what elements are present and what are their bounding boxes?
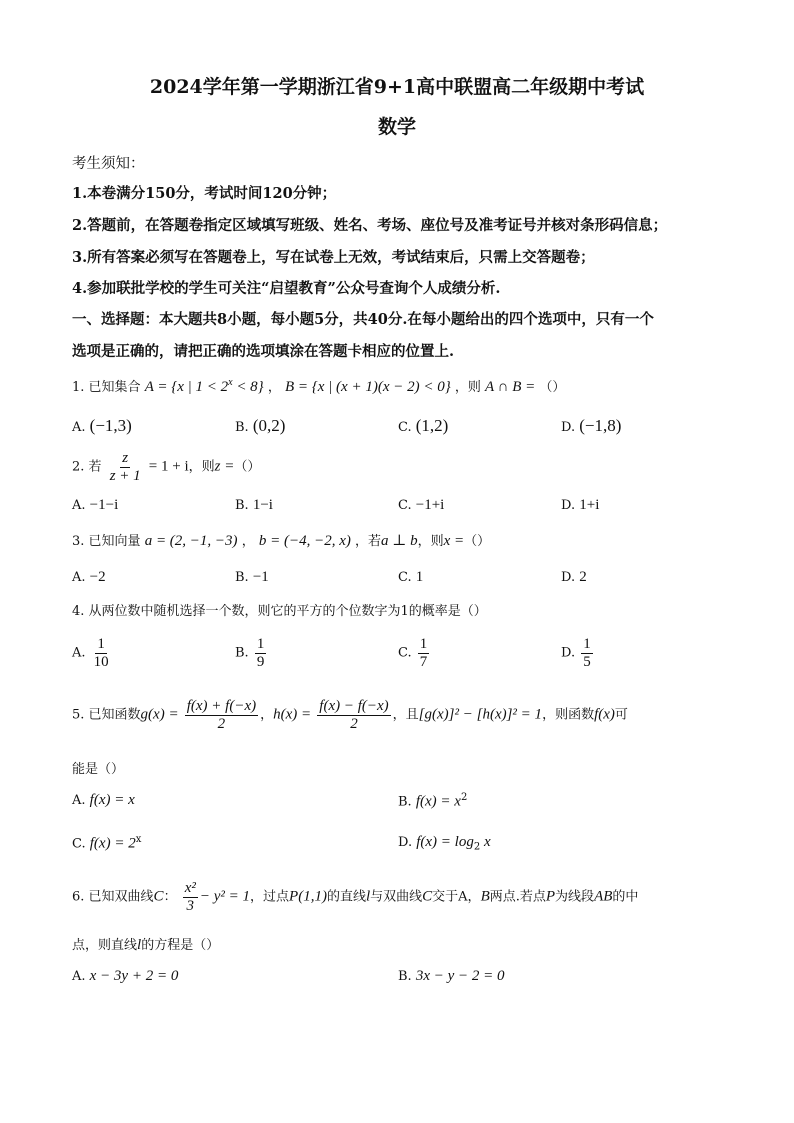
question-3-stem: 3. 已知向量 a = (2, −1, −3) ， b = (−4, −2, x) ，若a ⊥ b，则x =（） bbox=[72, 533, 491, 549]
g-fraction: $\frac{f(x) + f(-x)}{2}$ bbox=[186, 698, 257, 732]
question-5-option-d: D. $f(x) = \log_2 x$ bbox=[398, 834, 491, 853]
question-4-option-a: A. $\frac{1}{10}$ bbox=[72, 636, 109, 670]
point-p: P(1,1) bbox=[289, 888, 327, 905]
h-fraction: $\frac{f(x) - f(-x)}{2}$ bbox=[319, 698, 389, 732]
set-a: A = {x | $1 < 2^x < 8$} bbox=[144, 377, 264, 395]
question-3-option-a: A. −2 bbox=[72, 569, 106, 585]
question-5-option-a: A. f(x) = x bbox=[72, 792, 135, 808]
intersection-expr: A ∩ B = bbox=[485, 379, 536, 395]
identity-condition: [g(x)]² − [h(x)]² = 1 bbox=[418, 706, 543, 723]
vector-b: b = (−4, −2, x) bbox=[258, 533, 351, 549]
question-1-option-d: D. (−1,8) bbox=[561, 416, 622, 435]
question-3-option-c: C. 1 bbox=[398, 569, 424, 585]
question-4-option-d: D. $\frac{1}{5}$ bbox=[561, 636, 591, 670]
question-6-stem: 6. 已知双曲线C： $\frac{\text{x²}}{3}$ − y² = 1，过点P(1,1)的直线l与双曲线C交于A，B两点.若点P为线段AB的中 bbox=[72, 880, 639, 914]
notice-heading: 考生须知： bbox=[72, 156, 145, 172]
set-b: B = {x | (x + 1)(x − 2) < 0} bbox=[284, 379, 451, 395]
question-2-option-c: C. −1+i bbox=[398, 497, 445, 513]
section-heading-line-1: 一、选择题：本大题共8小题，每小题5分，共40分.在每小题给出的四个选项中，只有一个 bbox=[72, 311, 654, 328]
perpendicular-condition: a ⊥ b bbox=[381, 533, 418, 549]
question-2-option-d: D. 1+i bbox=[561, 497, 600, 513]
question-5-stem: 5. 已知函数g(x) = $\frac{f(x) + f(-x)}{2}$ ，h(x) = $\frac{f(x) - f(-x)}{2}$ ，且[g(x)]² − [h(x)]² = 1，则函数f(x)可 bbox=[72, 698, 628, 732]
question-4-stem: 4. 从两位数中随机选择一个数，则它的平方的个位数字为1的概率是（） bbox=[72, 604, 487, 619]
z-fraction: $\frac{z}{z + 1}$ bbox=[109, 450, 141, 484]
notice-item-3: 3.所有答案必须写在答题卷上，写在试卷上无效，考试结束后，只需上交答题卷； bbox=[72, 249, 595, 266]
question-6-option-b: B. 3x − y − 2 = 0 bbox=[398, 968, 505, 984]
subject-title: 数学 bbox=[377, 116, 416, 138]
question-2-option-b: B. 1−i bbox=[235, 497, 273, 513]
vector-a: a = (2, −1, −3) bbox=[144, 533, 238, 549]
question-1-stem: 1. 已知集合 A = {x | $1 < 2^x < 8$} ， B = {x | (x + 1)(x − 2) < 0} ，则 A ∩ B = （） bbox=[72, 377, 566, 395]
question-6-stem-cont: 点，则直线l的方程是（） bbox=[72, 937, 220, 953]
question-2-option-a: A. −1−i bbox=[72, 497, 119, 513]
notice-item-2: 2.答题前，在答题卷指定区域填写班级、姓名、考场、座位号及准考证号并核对条形码信息； bbox=[72, 217, 668, 234]
question-4-option-b: B. $\frac{1}{9}$ bbox=[235, 636, 265, 670]
question-5-option-b: B. $f(x) = x^2$ bbox=[398, 792, 468, 810]
question-5-stem-cont: 能是（） bbox=[72, 762, 125, 777]
question-1-option-b: B. (0,2) bbox=[235, 416, 286, 435]
question-3-option-d: D. 2 bbox=[561, 569, 587, 585]
hyperbola-fraction: $\frac{\text{x²}}{3}$ bbox=[184, 880, 196, 914]
question-5-option-c: C. $f(x) = 2^x$ bbox=[72, 834, 142, 852]
notice-item-4: 4.参加联批学校的学生可关注“启望教育”公众号查询个人成绩分析. bbox=[72, 280, 501, 297]
question-1-option-a: A. (−1,3) bbox=[72, 416, 132, 435]
question-6-option-a: A. x − 3y + 2 = 0 bbox=[72, 968, 179, 984]
exam-title: 2024学年第一学期浙江省9+1高中联盟高二年级期中考试 bbox=[149, 76, 645, 98]
section-heading-line-2: 选项是正确的，请把正确的选项填涂在答题卡相应的位置上. bbox=[72, 343, 455, 360]
question-4-option-c: C. $\frac{1}{7}$ bbox=[398, 636, 428, 670]
question-2-stem: 2. 若 $\frac{z}{z + 1}$ = 1 + i，则z =（） bbox=[72, 450, 261, 484]
notice-item-1: 1.本卷满分150分，考试时间120分钟； bbox=[72, 185, 337, 202]
question-1-option-c: C. (1,2) bbox=[398, 416, 449, 435]
question-3-option-b: B. −1 bbox=[235, 569, 269, 585]
